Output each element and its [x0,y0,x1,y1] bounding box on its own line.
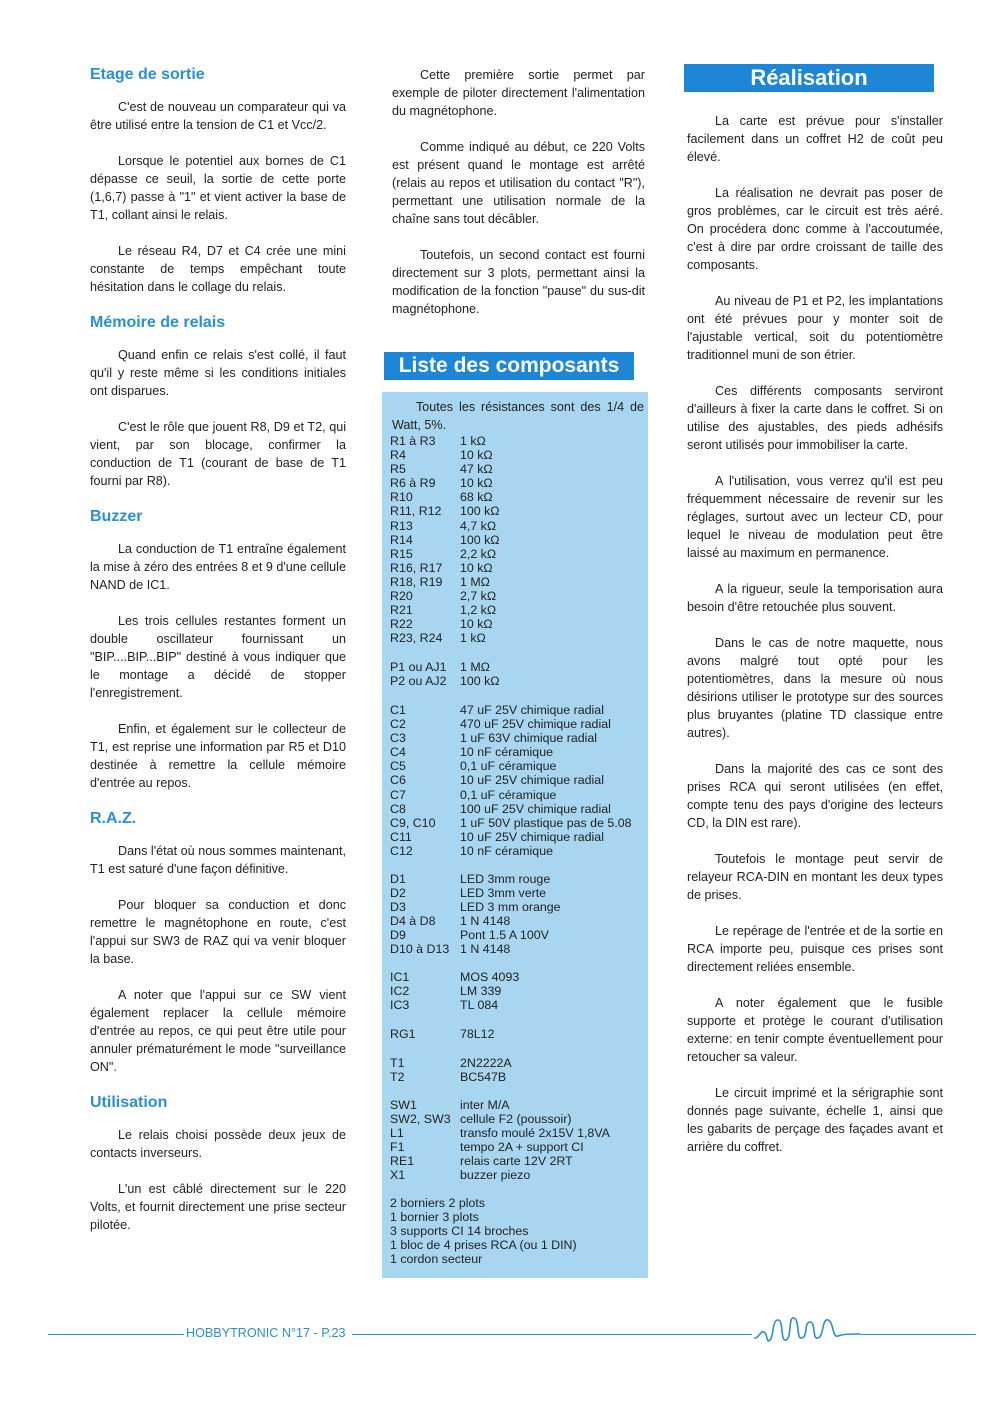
component-ref: R11, R12 [390,504,442,519]
component-value: cellule F2 (poussoir) [460,1112,572,1127]
component-ref: D2 [390,886,406,901]
paragraph: La carte est prévue pour s'installer facilement dans un coffret H2 de coût peu élevé. [687,114,943,164]
component-row [390,998,650,1012]
component-ref: SW1 [390,1098,417,1112]
component-row [390,504,650,518]
paragraph: Pour bloquer sa conduction et donc remettre le magnétophone en route, c'est l'appui sur SW3 de RAZ qui va venir bloquer la base. [90,898,346,966]
component-value: 10 nF céramique [460,843,553,858]
component-ref: L1 [390,1126,404,1141]
component-row [390,533,650,547]
component-ref: R16, R17 [390,560,443,575]
component-ref: D10 à D13 [390,942,450,957]
component-row [390,660,650,674]
column-left [90,66,346,1252]
component-row [390,631,650,645]
component-value: 10 uF 25V chimique radial [460,773,604,788]
component-ref: C9, C10 [390,815,436,830]
component-ref: C1 [390,703,406,717]
paragraph: Ces différents composants serviront d'ailleurs à fixer la carte dans le coffret. Si on utilise des ajustables, des pieds adhésifs seront utilisés pour immobiliser la carte. [687,384,943,452]
component-ref: R18, R19 [390,574,443,589]
component-row [390,1070,650,1084]
component-row [390,900,650,914]
component-value: 10 kΩ [460,617,493,632]
component-value: 0,1 uF céramique [460,759,557,774]
component-ref: IC2 [390,984,410,999]
component-ref: C12 [390,843,413,858]
component-ref: C2 [390,717,406,732]
paragraph: C'est de nouveau un comparateur qui va être utilisé entre la tension de C1 et Vcc/2. [90,100,346,132]
component-row [390,1154,650,1168]
paragraph: Le relais choisi possède deux jeux de contacts inverseurs. [90,1128,346,1160]
component-row [390,802,650,816]
component-ref: C6 [390,773,406,788]
paragraph: L'un est câblé directement sur le 220 Volts, et fournit directement une prise secteur pilotée. [90,1182,346,1232]
component-value: relais carte 12V 2RT [460,1154,573,1169]
paragraph: Comme indiqué au début, ce 220 Volts est présent quand le montage est arrêté (relais au repos et utilisation du contact "R"), permettant une utilisation normale de la chaîne sans tout décâbler. [392,140,645,226]
component-ref: C7 [390,787,406,802]
component-row [390,589,650,603]
footer-page-label: HOBBYTRONIC N°17 - P.23 [186,1326,346,1340]
component-value: 2,7 kΩ [460,589,497,604]
component-ref: T1 [390,1056,405,1070]
component-value: 10 kΩ [460,560,493,575]
parts-intro-text: Toutes les résistances sont des 1/4 de Watt, 5%. [392,400,644,432]
parts-intro [392,398,644,434]
component-ref: R14 [390,532,413,547]
component-ref: R5 [390,462,406,477]
component-row [390,1126,650,1140]
component-row [390,872,650,886]
component-value: 100 kΩ [460,674,500,689]
ic-list [390,970,650,1012]
paragraph: La réalisation ne devrait pas poser de gros problèmes, car le circuit est très aéré. On procédera donc comme à l'accoutumée, c'est à dire par ordre croissant de taille des composants. [687,186,943,272]
heading-etage-de-sortie: Etage de sortie [90,66,205,83]
heading-buzzer: Buzzer [90,508,143,525]
component-ref: X1 [390,1168,406,1183]
component-ref: C4 [390,745,406,760]
paragraph: Au niveau de P1 et P2, les implantations ont été prévues pour y monter soit de l'ajustable vertical, soit du potentiomètre traditionnel muni de son étrier. [687,294,943,362]
component-value: BC547B [460,1070,507,1085]
heading-utilisation: Utilisation [90,1094,168,1111]
component-row [390,575,650,589]
paragraph: Lorsque le potentiel aux bornes de C1 dépasse ce seuil, la sortie de cette porte (1,6,7) passe à "1" et vient activer la base de T1, collant ainsi le relais. [90,154,346,222]
component-value: 10 kΩ [460,476,493,491]
component-row [390,1140,650,1154]
component-row [390,970,650,984]
component-row [390,476,650,490]
component-row [390,561,650,575]
component-value: 1 MΩ [460,660,490,674]
component-ref: T2 [390,1070,405,1085]
component-ref: IC1 [390,970,410,984]
component-ref: R13 [390,518,413,533]
paragraph: Dans le cas de notre maquette, nous avons malgré tout opté pour les potentiomètres, dans la mesure où nous désirions utiliser le prototype sur des sources plus bruyantes (platine TD classique entre autres). [687,636,943,740]
component-value: LM 339 [460,984,502,999]
paragraph: A l'utilisation, vous verrez qu'il est peu fréquemment nécessaire de revenir sur les réglages, surtout avec un lecteur CD, pour lequel le niveau de modulation peut être laissé au maximum en permanence. [687,474,943,560]
component-row [390,448,650,462]
component-value: 1 kΩ [460,434,486,448]
component-value: LED 3mm verte [460,886,547,901]
component-value: 1 kΩ [460,631,486,646]
component-value: MOS 4093 [460,970,520,984]
component-value: Pont 1.5 A 100V [460,928,549,943]
component-ref: D1 [390,872,406,886]
transistor-list [390,1056,650,1084]
hardware-list [390,1196,650,1266]
component-ref: F1 [390,1140,405,1155]
component-value: tempo 2A + support CI [460,1140,584,1155]
component-row [390,1112,650,1126]
component-ref: IC3 [390,998,410,1013]
component-row [390,886,650,900]
paragraph: A noter également que le fusible supporte et protège le courant d'utilisation externe: en tenir compte éventuellement pour retoucher sa valeur. [687,996,943,1064]
component-row [390,703,650,717]
component-ref: R1 à R3 [390,434,436,448]
paragraph: La conduction de T1 entraîne également la mise à zéro des entrées 8 et 9 d'une cellule NAND de IC1. [90,542,346,592]
paragraph: A noter que l'appui sur ce SW vient également replacer la cellule mémoire d'entrée au repos, ce qui peut être utile pour annuler prématurément le mode "surveillance ON". [90,988,346,1074]
component-value: 1 uF 50V plastique pas de 5.08 [460,815,632,830]
component-value: 10 uF 25V chimique radial [460,829,604,844]
component-row [390,1056,650,1070]
component-row [390,1098,650,1112]
heading-raz: R.A.Z. [90,810,137,827]
component-ref: R21 [390,603,413,618]
component-value: 1 MΩ [460,574,490,589]
paragraph: C'est le rôle que jouent R8, D9 et T2, qui vient, par son blocage, confirmer la conduction de T1 (courant de base de T1 fourni par R8). [90,420,346,488]
component-value: 470 uF 25V chimique radial [460,717,611,732]
hardware-item: 3 supports CI 14 broches [390,1224,529,1239]
component-row [390,830,650,844]
paragraph: Enfin, et également sur le collecteur de T1, est reprise une information par R5 et D10 destinée à remettre la cellule mémoire d'entrée au repos. [90,722,346,790]
hardware-item: 1 bornier 3 plots [390,1210,479,1225]
component-ref: R10 [390,490,413,505]
paragraph: Le repérage de l'entrée et de la sortie en RCA importe peu, puisque ces prises sont directement reliées ensemble. [687,924,943,974]
component-value: TL 084 [460,998,499,1013]
component-row [390,816,650,830]
footer-rule-middle [352,1334,752,1335]
component-row [390,914,650,928]
component-row [390,788,650,802]
component-ref: R15 [390,546,413,561]
component-ref: D9 [390,928,406,943]
component-row [390,434,650,448]
component-value: inter M/A [460,1098,510,1112]
paragraph: Quand enfin ce relais s'est collé, il faut qu'il y reste même si les conditions initiales ont disparues. [90,348,346,398]
component-row [390,603,650,617]
component-value: 1,2 kΩ [460,603,497,618]
capacitor-list [390,703,650,858]
component-ref: D3 [390,900,406,915]
component-ref: C11 [390,829,412,844]
component-value: 68 kΩ [460,490,493,505]
paragraph: Le circuit imprimé et la sérigraphie sont donnés page suivante, échelle 1, ainsi que les gabarits de perçage des façades avant et arrière du coffret. [687,1086,943,1154]
component-ref: RG1 [390,1027,416,1041]
component-row [390,547,650,561]
component-row [390,617,650,631]
component-value: 1 N 4148 [460,942,511,957]
potentiometer-list [390,660,650,688]
component-value: LED 3 mm orange [460,900,561,915]
component-value: 47 uF 25V chimique radial [460,703,604,717]
heading-memoire-de-relais: Mémoire de relais [90,314,226,331]
regulator-list [390,1027,650,1041]
component-value: buzzer piezo [460,1168,531,1183]
component-row [390,745,650,759]
component-ref: R23, R24 [390,631,443,646]
paragraph: Toutefois le montage peut servir de relayeur RCA-DIN en montant les deux types de prises. [687,852,943,902]
component-row [390,984,650,998]
component-row [390,490,650,504]
component-ref: R4 [390,448,406,463]
diode-list [390,872,650,957]
component-ref: P1 ou AJ1 [390,660,447,674]
component-ref: R6 à R9 [390,476,436,491]
component-ref: SW2, SW3 [390,1112,451,1127]
wave-logo-icon [752,1310,862,1350]
component-row [390,942,650,956]
realisation-banner: Réalisation [684,64,934,92]
hardware-item: 1 bloc de 4 prises RCA (ou 1 DIN) [390,1238,577,1253]
component-value: 100 kΩ [460,504,500,519]
paragraph: Les trois cellules restantes forment un double oscillateur fournissant un "BIP....BIP...BIP" destiné à vous indiquer que le montage a décidé de stopper l'enregistrement. [90,614,346,700]
component-ref: C3 [390,731,406,746]
component-ref: P2 ou AJ2 [390,674,447,689]
paragraph: Cette première sortie permet par exemple de piloter directement l'alimentation du magnétophone. [392,68,645,118]
component-value: 2N2222A [460,1056,512,1070]
component-row [390,773,650,787]
paragraph: A la rigueur, seule la temporisation aura besoin d'être retouchée plus souvent. [687,582,943,614]
component-value: 10 kΩ [460,448,493,463]
component-row [390,1168,650,1182]
footer-rule-right [860,1334,976,1335]
component-row [390,717,650,731]
footer-rule-left [48,1334,184,1335]
component-ref: C8 [390,801,406,816]
component-value: 2,2 kΩ [460,546,497,561]
component-row [390,731,650,745]
component-ref: R20 [390,589,413,604]
component-row [390,1027,650,1041]
component-ref: R22 [390,617,413,632]
parts-list-banner: Liste des composants [384,352,634,380]
paragraph: Toutefois, un second contact est fourni directement sur 3 plots, permettant ainsi la modification de la fonction "pause" du sus-dit magnétophone. [392,248,645,316]
resistor-list [390,434,650,645]
paragraph: Le réseau R4, D7 et C4 crée une mini constante de temps empêchant toute hésitation dans le collage du relais. [90,244,346,294]
component-value: LED 3mm rouge [460,872,551,886]
component-ref: D4 à D8 [390,914,436,929]
hardware-item: 2 borniers 2 plots [390,1196,486,1210]
column-right [687,112,943,1174]
component-value: 10 nF céramique [460,745,553,760]
component-row [390,844,650,858]
paragraph: Dans l'état où nous sommes maintenant, T1 est saturé d'une façon définitive. [90,844,346,876]
component-row [390,462,650,476]
component-row [390,519,650,533]
component-value: 1 uF 63V chimique radial [460,731,598,746]
hardware-item: 1 cordon secteur [390,1252,483,1267]
component-row [390,928,650,942]
component-value: 47 kΩ [460,462,493,477]
component-value: 78L12 [460,1027,495,1041]
misc-components-list [390,1098,650,1183]
component-row [390,674,650,688]
component-ref: C5 [390,759,406,774]
component-value: 1 N 4148 [460,914,511,929]
component-value: 4,7 kΩ [460,518,497,533]
component-value: 100 uF 25V chimique radial [460,801,611,816]
component-ref: RE1 [390,1154,415,1169]
component-value: 100 kΩ [460,532,500,547]
column-middle [392,66,645,336]
component-value: transfo moulé 2x15V 1,8VA [460,1126,610,1141]
component-value: 0,1 uF céramique [460,787,557,802]
paragraph: Dans la majorité des cas ce sont des prises RCA qui seront utilisées (en effet, compte tenu des pays d'origine des lecteurs CD, la DIN est rare). [687,762,943,830]
component-row [390,759,650,773]
